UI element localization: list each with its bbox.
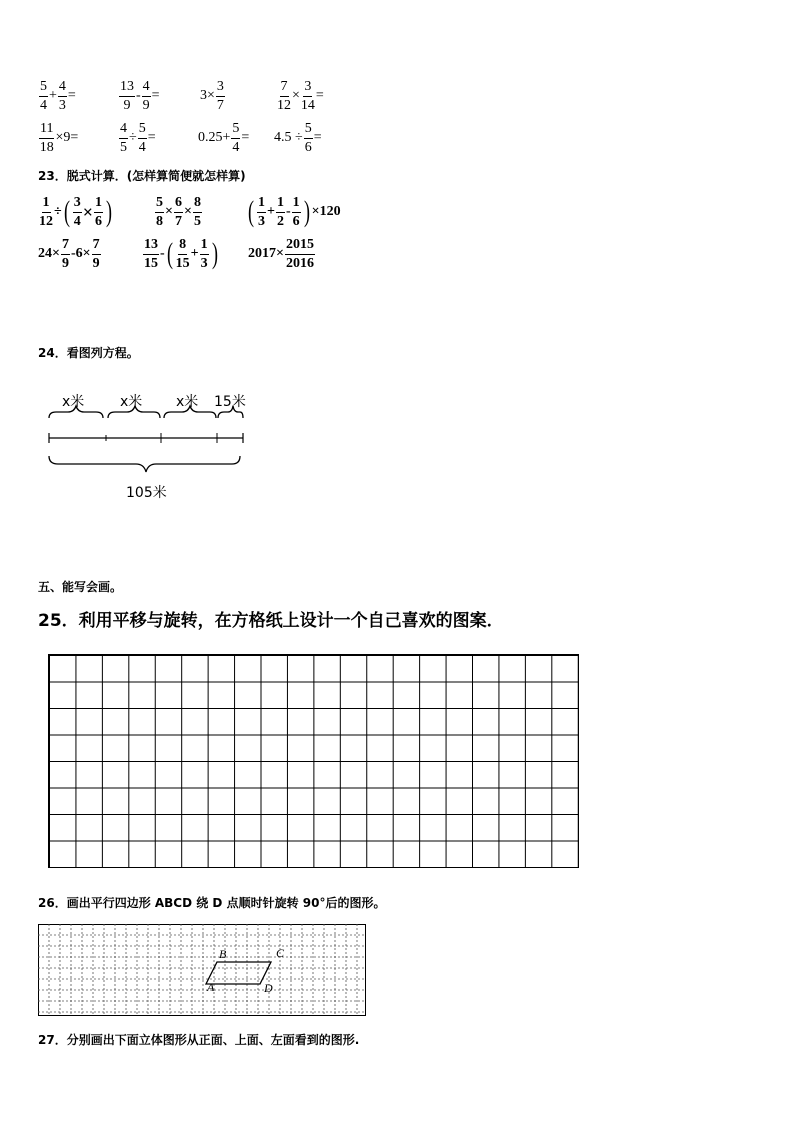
q23-title: 23．脱式计算．(怎样算简便就怎样算) [38, 169, 246, 183]
numerator: 11 [39, 122, 54, 139]
q22-row2 [0, 118, 794, 158]
numerator: 4 [142, 80, 151, 97]
q26-dotted-grid[interactable] [38, 924, 366, 1016]
q26-title: 26．画出平行四边形 ABCD 绕 D 点顺时针旋转 90°后的图形。 [38, 896, 386, 910]
q23-expr-2: $\frac{5}{8}$ × $\frac{6}{7}$ × $\frac{8}{5}$ [156, 194, 201, 229]
q22-row1 [0, 78, 794, 114]
q22-expr-3: 3× $\frac{3}{7}$ [200, 78, 224, 113]
q24-diagram [40, 388, 260, 508]
denominator: 6 [304, 139, 312, 155]
q22-expr-8: 4.5 ÷ $\frac{5}{6}$ = [274, 120, 322, 155]
q24-label-1: x米 [62, 394, 85, 410]
q22-expr-1: $\frac{5}{4}$ + $\frac{4}{3}$ = [40, 78, 76, 113]
denominator: 14 [300, 97, 315, 113]
q23-expr-1: $\frac{1}{12}$ ÷ ( $\frac{3}{4}$ × $\frac{1}{6}$ ) [39, 194, 112, 229]
numerator: 5 [39, 80, 48, 97]
numerator: 13 [119, 80, 135, 97]
q22-expr-6: $\frac{4}{5}$ ÷ $\frac{5}{4}$ = [120, 120, 156, 155]
q22-expr-4: $\frac{7}{12}$ × $\frac{3}{14}$ = [277, 78, 324, 113]
point-label-c: C [276, 946, 285, 960]
q22-expr-5: $\frac{11}{18}$ ×9= [39, 120, 79, 155]
q27-title: 27．分别画出下面立体图形从正面、上面、左面看到的图形. [38, 1033, 360, 1047]
q25-title: 25．利用平移与旋转，在方格纸上设计一个自己喜欢的图案． [38, 611, 504, 631]
q24-label-3: x米 [176, 394, 199, 410]
denominator: 4 [138, 139, 146, 155]
q25-grid-paper[interactable] [48, 654, 579, 868]
q23-expr-6: 2017× $\frac{2015}{2016}$ [248, 236, 314, 271]
numerator: 3 [303, 80, 312, 97]
point-label-b: B [219, 947, 227, 961]
q23-row1 [0, 192, 794, 232]
denominator: 3 [58, 97, 66, 113]
q23-expr-4: 24× $\frac{7}{9}$ -6× $\frac{7}{9}$ [38, 236, 100, 271]
numerator: 7 [280, 80, 289, 97]
q24-title: 24．看图列方程。 [38, 346, 139, 360]
numerator: 3 [216, 80, 225, 97]
section5-title: 五、能写会画。 [38, 580, 123, 594]
denominator: 7 [216, 97, 224, 113]
q22-expr-7: 0.25+ $\frac{5}{4}$ = [198, 120, 250, 155]
q23-row2 [0, 234, 794, 274]
q24-label-4: 15米 [214, 394, 246, 410]
q23-expr-5: $\frac{13}{15}$ - ( $\frac{8}{15}$ + $\frac{1}{3}$ ) [144, 236, 218, 271]
denominator: 9 [123, 97, 131, 113]
point-label-a: A [207, 980, 215, 994]
q24-total-label: 105米 [126, 485, 167, 501]
denominator: 18 [39, 139, 54, 155]
denominator: 5 [120, 139, 127, 155]
point-label-d: D [264, 981, 273, 995]
numerator: 5 [304, 122, 313, 139]
denominator: 4 [40, 97, 47, 113]
q23-expr-3: ( $\frac{1}{3}$ + $\frac{1}{2}$ - $\frac{1}{6}$ ) ×120 [248, 194, 341, 229]
denominator: 9 [142, 97, 150, 113]
parallelogram-abcd [206, 962, 271, 984]
denominator: 4 [232, 139, 240, 155]
q24-label-2: x米 [120, 394, 143, 410]
numerator: 5 [231, 122, 240, 139]
numerator: 4 [58, 80, 67, 97]
denominator: 12 [277, 97, 291, 113]
numerator: 4 [119, 122, 128, 139]
q22-expr-2: $\frac{13}{9}$ - $\frac{4}{9}$ = [120, 78, 160, 113]
numerator: 5 [138, 122, 147, 139]
